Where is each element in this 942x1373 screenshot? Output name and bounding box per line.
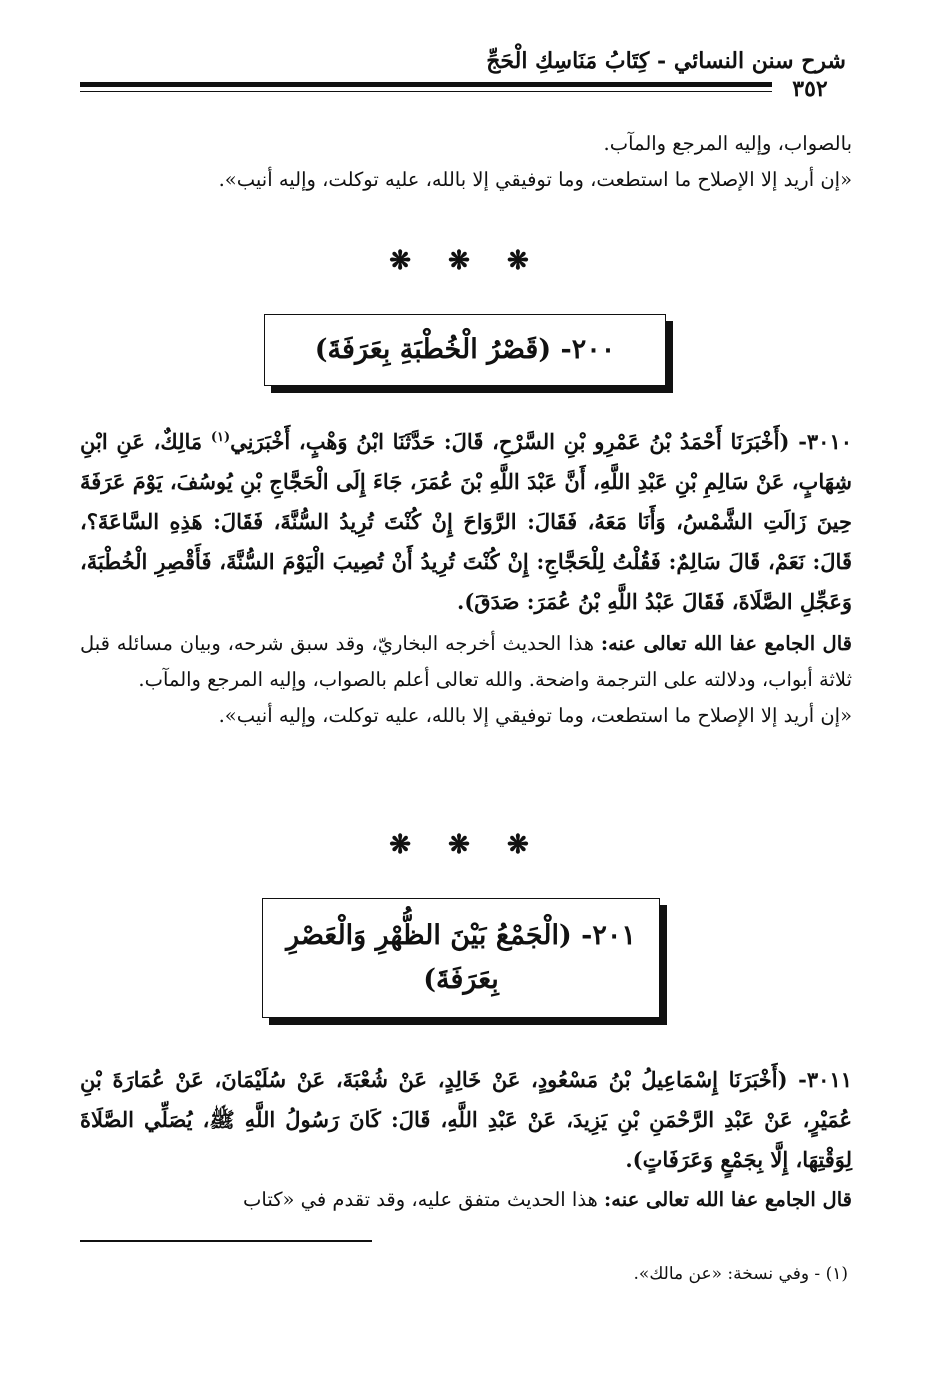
header-thick-rule [80,82,772,87]
footnote-1: (١) - وفي نسخة: «عن مالك». [633,1264,848,1284]
chapter-201-title-line-2: بِعَرَفَةَ) [423,964,499,995]
book-page [80,40,852,1340]
commentary-3010-closing-quote: «إن أريد إلا الإصلاح ما استطعت، وما توفيقي إلا بالله، عليه توكلت، وإليه أنيب». [218,704,852,727]
commentary-3011-lead: قال الجامع عفا الله تعالى عنه: [604,1188,852,1211]
footnote-separator-rule [80,1240,372,1242]
chapter-200-title: ٢٠٠- (قَصْرُ الْخُطْبَةِ بِعَرَفَةَ) [314,334,616,365]
hadith-3010-isnad: (أَخْبَرَنَا أَحْمَدُ بْنُ عَمْرِو بْنِ السَّرْحِ، قَالَ: حَدَّثَنَا ابْنُ وَهْبٍ، أَخْبَرَنِي [230,429,790,454]
chapter-201-box [262,898,660,1018]
commentary-3011-text [80,1182,852,1218]
hadith-3011-text [80,1060,852,1180]
hadith-3011-block [80,1060,852,1180]
hadith-3011-body: (أَخْبَرَنَا إِسْمَاعِيلُ بْنُ مَسْعُودٍ، عَنْ خَالِدٍ، عَنْ شُعْبَةَ، عَنْ سُلَيْمَانَ، عَنْ عُمَارَةَ بْنِ عُمَيْرٍ، عَنْ عَبْدِ الرَّحْمَنِ بْنِ يَزِيدَ، عَنْ عَبْدِ اللَّهِ، قَالَ: كَانَ رَسُولُ اللَّهِ ﷺ، يُصَلِّي الصَّلَاةَ لِوَقْتِهَا، إِلَّا بِجَمْعٍ وَعَرَفَاتٍ). [80,1067,852,1172]
footnote-reference-1[interactable]: (١) [210,430,231,445]
page-number: ٣٥٢ [776,76,844,102]
commentary-3011-block [80,1182,852,1218]
commentary-3010-text [80,626,852,698]
commentary-3010-block [80,626,852,734]
intro-closing-quote: «إن أريد إلا الإصلاح ما استطعت، وما توفيقي إلا بالله، عليه توكلت، وإليه أنيب». [218,168,852,191]
hadith-3010-text [80,422,852,622]
running-header-title: شرح سنن النسائي - كِتَابُ مَنَاسِكِ الْحَجِّ [486,48,846,74]
commentary-3010-body: هذا الحديث أخرجه البخاريّ، وقد سبق شرحه، وبيان مسائله قبل ثلاثة أبواب، ودلالته على الترجمة واضحة. والله تعالى أعلم بالصواب، وإليه المرجع والمآب. [80,632,852,691]
intro-line: بالصواب، وإليه المرجع والمآب. [603,132,852,155]
chapter-200-box [264,314,666,386]
section-separator: ❋ ❋ ❋ [389,246,543,276]
header-thin-rule [80,91,772,92]
chapter-201-title [270,914,652,1002]
intro-block [80,126,852,198]
commentary-3011-body: هذا الحديث متفق عليه، وقد تقدم في «كتاب [243,1188,598,1211]
hadith-3010-matn: مَالِكٌ، عَنِ ابْنِ شِهَابٍ، عَنْ سَالِمِ بْنِ عَبْدِ اللَّهِ، أَنَّ عَبْدَ اللَّهِ بْنَ عُمَرَ، جَاءَ إِلَى الْحَجَّاجِ بْنِ يُوسُفَ، يَوْمَ عَرَفَةَ حِينَ زَالَتِ الشَّمْسُ، وَأَنَا مَعَهُ، فَقَالَ: الرَّوَاحَ إِنْ كُنْتَ تُرِيدُ السُّنَّةَ، فَقَالَ: هَذِهِ السَّاعَةَ؟، قَالَ: نَعَمْ، قَالَ سَالِمٌ: فَقُلْتُ لِلْحَجَّاجِ: إِنْ كُنْتَ تُرِيدُ أَنْ تُصِيبَ الْيَوْمَ السُّنَّةَ، فَأَقْصِرِ الْخُطْبَةَ، وَعَجِّلِ الصَّلَاةَ، فَقَالَ عَبْدُ اللَّهِ بْنُ عُمَرَ: صَدَقَ). [80,429,852,614]
hadith-3010-block [80,422,852,622]
chapter-201-title-line-1: ٢٠١- (الْجَمْعُ بَيْنَ الظُّهْرِ وَالْعَصْرِ [286,920,636,951]
section-separator: ❋ ❋ ❋ [389,830,543,860]
commentary-3010-lead: قال الجامع عفا الله تعالى عنه: [600,632,852,655]
hadith-3011-number: ٣٠١١- [798,1067,853,1092]
hadith-3010-number: ٣٠١٠- [798,429,853,454]
